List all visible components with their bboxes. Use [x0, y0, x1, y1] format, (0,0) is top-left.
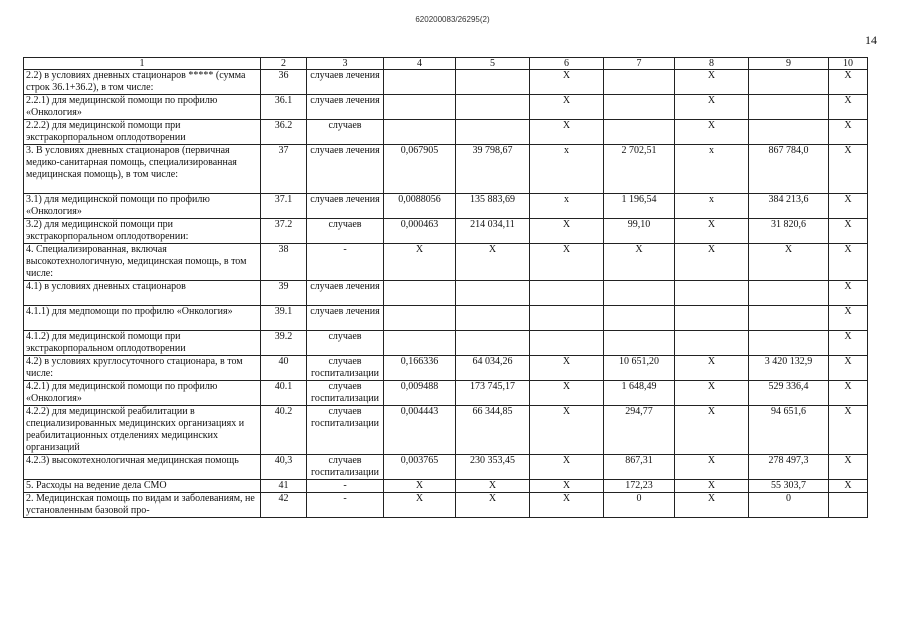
cell-c9: 278 497,3: [749, 455, 829, 480]
cell-c5: Х: [456, 493, 530, 518]
cell-c3: случаев лечения: [307, 194, 384, 219]
cell-c7: [604, 70, 675, 95]
cell-c6: х: [530, 145, 604, 194]
cell-c1: 4.2.2) для медицинской реабилитации в специализированных медицинских организациях и реабилитационных отделениях медицинских организаций: [24, 406, 261, 455]
cell-c2: 42: [261, 493, 307, 518]
cell-c2: 36: [261, 70, 307, 95]
table-row: [24, 70, 868, 95]
header-cell: 7: [604, 58, 675, 70]
cell-c6: Х: [530, 480, 604, 493]
cell-c2: 36.2: [261, 120, 307, 145]
cell-c1: 2. Медицинская помощь по видам и заболеваниям, не установленным базовой про-: [24, 493, 261, 518]
cell-c3: случаев госпитализации: [307, 455, 384, 480]
page-number: 14: [865, 33, 877, 47]
cell-c6: Х: [530, 120, 604, 145]
header-cell: 1: [24, 58, 261, 70]
cell-c6: Х: [530, 70, 604, 95]
cell-c9: [749, 306, 829, 331]
cell-c4: [384, 306, 456, 331]
cell-c4: 0,067905: [384, 145, 456, 194]
cell-c4: 0,166336: [384, 356, 456, 381]
cell-c10: Х: [829, 194, 868, 219]
cell-c6: Х: [530, 406, 604, 455]
cell-c9: [749, 331, 829, 356]
cell-c10: Х: [829, 356, 868, 381]
cell-c10: Х: [829, 306, 868, 331]
cell-c10: Х: [829, 95, 868, 120]
header-cell: 5: [456, 58, 530, 70]
cell-c2: 37.1: [261, 194, 307, 219]
cell-c10: Х: [829, 480, 868, 493]
cell-c8: Х: [675, 244, 749, 281]
cell-c1: 4.1) в условиях дневных стационаров: [24, 281, 261, 306]
cell-c9: Х: [749, 244, 829, 281]
cell-c4: [384, 95, 456, 120]
cell-c8: Х: [675, 480, 749, 493]
table-row: [24, 331, 868, 356]
cell-c5: [456, 306, 530, 331]
cell-c9: 94 651,6: [749, 406, 829, 455]
cell-c1: 2.2.2) для медицинской помощи при экстракорпоральном оплодотворении: [24, 120, 261, 145]
cell-c2: 37.2: [261, 219, 307, 244]
cell-c1: 4.2.1) для медицинской помощи по профилю «Онкология»: [24, 381, 261, 406]
cell-c10: Х: [829, 331, 868, 356]
header-cell: 3: [307, 58, 384, 70]
table-row: [24, 120, 868, 145]
cell-c10: Х: [829, 281, 868, 306]
table-row: [24, 455, 868, 480]
cell-c5: Х: [456, 480, 530, 493]
cell-c3: случаев лечения: [307, 145, 384, 194]
cell-c4: [384, 281, 456, 306]
cell-c3: случаев лечения: [307, 281, 384, 306]
cell-c1: 3. В условиях дневных стационаров (первичная медико-санитарная помощь, специализированная медицинская помощь), в том числе:: [24, 145, 261, 194]
cell-c8: Х: [675, 356, 749, 381]
cell-c3: -: [307, 493, 384, 518]
table-row: [24, 480, 868, 493]
cell-c8: Х: [675, 95, 749, 120]
cell-c8: Х: [675, 406, 749, 455]
cell-c4: 0,000463: [384, 219, 456, 244]
cell-c9: 0: [749, 493, 829, 518]
table-row: [24, 194, 868, 219]
cell-c4: Х: [384, 244, 456, 281]
cell-c4: 0,004443: [384, 406, 456, 455]
cell-c6: Х: [530, 493, 604, 518]
cell-c2: 38: [261, 244, 307, 281]
cell-c10: Х: [829, 406, 868, 455]
cell-c7: [604, 306, 675, 331]
header-cell: 4: [384, 58, 456, 70]
header-cell: 8: [675, 58, 749, 70]
table-row: [24, 244, 868, 281]
cell-c6: х: [530, 194, 604, 219]
cell-c3: случаев госпитализации: [307, 406, 384, 455]
cell-c9: 867 784,0: [749, 145, 829, 194]
cell-c4: Х: [384, 480, 456, 493]
cell-c5: 64 034,26: [456, 356, 530, 381]
header-cell: 10: [829, 58, 868, 70]
cell-c2: 40,3: [261, 455, 307, 480]
cell-c1: 2.2.1) для медицинской помощи по профилю «Онкология»: [24, 95, 261, 120]
header-cell: 6: [530, 58, 604, 70]
cell-c6: [530, 281, 604, 306]
cell-c9: [749, 120, 829, 145]
cell-c3: случаев лечения: [307, 306, 384, 331]
cell-c5: 135 883,69: [456, 194, 530, 219]
cell-c5: 173 745,17: [456, 381, 530, 406]
cell-c10: Х: [829, 219, 868, 244]
cell-c7: 10 651,20: [604, 356, 675, 381]
cell-c6: [530, 331, 604, 356]
cell-c4: [384, 331, 456, 356]
cell-c8: [675, 281, 749, 306]
cell-c6: Х: [530, 219, 604, 244]
cell-c2: 36.1: [261, 95, 307, 120]
cell-c2: 39: [261, 281, 307, 306]
cell-c5: 66 344,85: [456, 406, 530, 455]
cell-c5: [456, 70, 530, 95]
cell-c7: Х: [604, 244, 675, 281]
cell-c3: случаев: [307, 219, 384, 244]
cell-c7: 1 648,49: [604, 381, 675, 406]
cell-c6: Х: [530, 356, 604, 381]
cell-c8: Х: [675, 455, 749, 480]
cell-c7: 172,23: [604, 480, 675, 493]
cell-c9: 384 213,6: [749, 194, 829, 219]
cell-c8: [675, 331, 749, 356]
cell-c3: случаев: [307, 120, 384, 145]
cell-c9: 3 420 132,9: [749, 356, 829, 381]
cell-c7: [604, 120, 675, 145]
cell-c3: случаев лечения: [307, 70, 384, 95]
cell-c9: [749, 95, 829, 120]
cell-c7: 2 702,51: [604, 145, 675, 194]
cell-c10: Х: [829, 120, 868, 145]
cell-c7: 294,77: [604, 406, 675, 455]
cell-c1: 3.1) для медицинской помощи по профилю «Онкология»: [24, 194, 261, 219]
cell-c4: Х: [384, 493, 456, 518]
cell-c7: [604, 331, 675, 356]
cell-c3: случаев госпитализации: [307, 356, 384, 381]
cell-c8: Х: [675, 120, 749, 145]
cell-c6: Х: [530, 455, 604, 480]
table-row: [24, 145, 868, 194]
cell-c4: [384, 70, 456, 95]
cell-c4: 0,009488: [384, 381, 456, 406]
cell-c7: 0: [604, 493, 675, 518]
data-table: [23, 57, 868, 518]
cell-c1: 4.1.1) для медпомощи по профилю «Онкология»: [24, 306, 261, 331]
cell-c1: 5. Расходы на ведение дела СМО: [24, 480, 261, 493]
cell-c6: [530, 306, 604, 331]
cell-c2: 40.2: [261, 406, 307, 455]
cell-c4: 0,0088056: [384, 194, 456, 219]
header-cell: 9: [749, 58, 829, 70]
cell-c7: 867,31: [604, 455, 675, 480]
cell-c2: 39.1: [261, 306, 307, 331]
cell-c10: [829, 493, 868, 518]
cell-c2: 39.2: [261, 331, 307, 356]
table-row: [24, 356, 868, 381]
cell-c9: [749, 70, 829, 95]
table-row: [24, 306, 868, 331]
cell-c5: 39 798,67: [456, 145, 530, 194]
cell-c7: 99,10: [604, 219, 675, 244]
cell-c1: 4.2) в условиях круглосуточного стационара, в том числе:: [24, 356, 261, 381]
cell-c8: Х: [675, 219, 749, 244]
cell-c2: 37: [261, 145, 307, 194]
cell-c9: 55 303,7: [749, 480, 829, 493]
cell-c2: 40: [261, 356, 307, 381]
table-row: [24, 219, 868, 244]
cell-c8: х: [675, 194, 749, 219]
cell-c8: х: [675, 145, 749, 194]
cell-c7: 1 196,54: [604, 194, 675, 219]
cell-c8: [675, 306, 749, 331]
cell-c2: 41: [261, 480, 307, 493]
cell-c8: Х: [675, 493, 749, 518]
cell-c5: [456, 95, 530, 120]
cell-c10: Х: [829, 244, 868, 281]
cell-c2: 40.1: [261, 381, 307, 406]
cell-c1: 2.2) в условиях дневных стационаров ***** (сумма строк 36.1+36.2), в том числе:: [24, 70, 261, 95]
table-row: [24, 406, 868, 455]
table-row: [24, 493, 868, 518]
header-row: [24, 58, 868, 70]
cell-c8: Х: [675, 70, 749, 95]
table-row: [24, 381, 868, 406]
cell-c10: Х: [829, 145, 868, 194]
cell-c1: 3.2) для медицинской помощи при экстракорпоральном оплодотворении:: [24, 219, 261, 244]
table-row: [24, 281, 868, 306]
header-cell: 2: [261, 58, 307, 70]
cell-c10: Х: [829, 381, 868, 406]
cell-c6: Х: [530, 244, 604, 281]
table-row: [24, 95, 868, 120]
cell-c3: случаев госпитализации: [307, 381, 384, 406]
cell-c8: Х: [675, 381, 749, 406]
cell-c10: Х: [829, 455, 868, 480]
cell-c1: 4.2.3) высокотехнологичная медицинская помощь: [24, 455, 261, 480]
cell-c3: -: [307, 480, 384, 493]
cell-c5: [456, 120, 530, 145]
cell-c9: 31 820,6: [749, 219, 829, 244]
cell-c1: 4.1.2) для медицинской помощи при экстракорпоральном оплодотворении: [24, 331, 261, 356]
cell-c3: случаев лечения: [307, 95, 384, 120]
cell-c9: 529 336,4: [749, 381, 829, 406]
cell-c1: 4. Специализированная, включая высокотехнологичную, медицинская помощь, в том числе:: [24, 244, 261, 281]
cell-c10: Х: [829, 70, 868, 95]
cell-c5: [456, 331, 530, 356]
document-id: 620200083/26295(2): [415, 15, 490, 24]
cell-c7: [604, 281, 675, 306]
cell-c5: Х: [456, 244, 530, 281]
cell-c4: [384, 120, 456, 145]
cell-c6: Х: [530, 381, 604, 406]
cell-c5: 214 034,11: [456, 219, 530, 244]
cell-c9: [749, 281, 829, 306]
cell-c7: [604, 95, 675, 120]
cell-c5: 230 353,45: [456, 455, 530, 480]
cell-c3: случаев: [307, 331, 384, 356]
cell-c4: 0,003765: [384, 455, 456, 480]
cell-c3: -: [307, 244, 384, 281]
cell-c6: Х: [530, 95, 604, 120]
cell-c5: [456, 281, 530, 306]
